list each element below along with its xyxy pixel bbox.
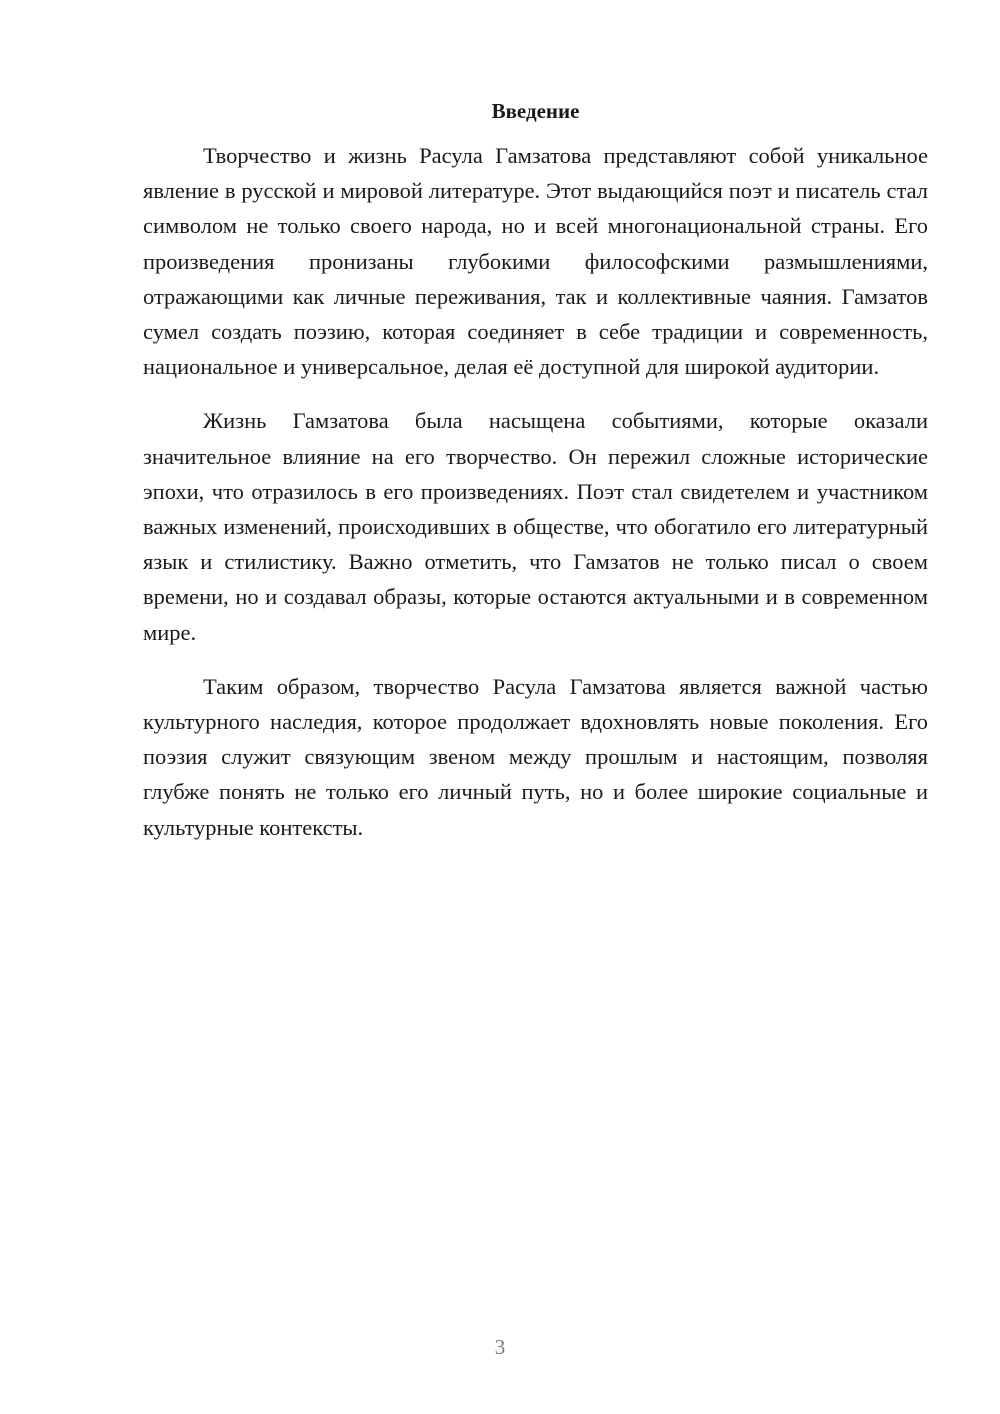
page-content <box>143 96 928 864</box>
page-number: 3 <box>494 1335 506 1359</box>
paragraph-1: Творчество и жизнь Расула Гамзатова представляют собой уникальное явление в русской и мировой литературе. Этот выдающийся поэт и писатель стал символом не только своего народа, но и всей многонациональной страны. Его произведения пронизаны глубокими философскими размышлениями, отражающими как личные переживания, так и коллективные чаяния. Гамзатов сумел создать поэзию, которая соединяет в себе традиции и современность, национальное и универсальное, делая её доступной для широкой аудитории. <box>143 143 928 380</box>
paragraph-2: Жизнь Гамзатова была насыщена событиями, которые оказали значительное влияние на его творчество. Он пережил сложные исторические эпохи, что отразилось в его произведениях. Поэт стал свидетелем и участником важных изменений, происходивших в обществе, что обогатило его литературный язык и стилистику. Важно отметить, что Гамзатов не только писал о своем времени, но и создавал образы, которые остаются актуальными и в современном мире. <box>143 408 928 645</box>
section-heading: Введение <box>491 99 580 123</box>
paragraph-3: Таким образом, творчество Расула Гамзатова является важной частью культурного наследия, которое продолжает вдохновлять новые поколения. Его поэзия служит связующим звеном между прошлым и настоящим, позволяя глубже понять не только его личный путь, но и более широкие социальные и культурные контексты. <box>143 673 928 840</box>
